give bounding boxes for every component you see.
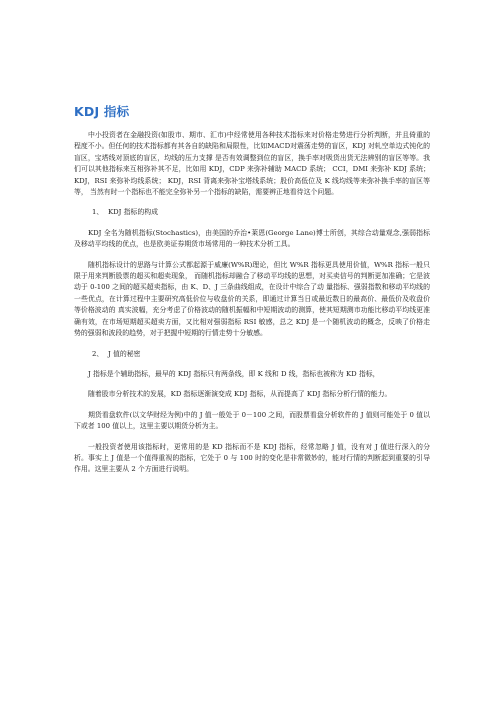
paragraph-design: 随机指标设计的思路与计算公式都起源于威廉(W%R)理论，但比 W%R 指标更具使用价值，W%R 指标一般只限于用来判断股票的超买和超卖现象， 而随机指标却融合了移动平均线的思想，对买卖信号的判断更加准确；它是波动于 0-100 之间的超买超卖指标，由 K、D、J 三条曲线组成，在设计中综合了动 量指标、强弱指数和移动平均线的一些优点，在计算过程中主要研究高低价位与收盘价的关系，即通过计算当日或最近数日的最高价、最低价及收盘价等价格波动的 真实波幅，充分考虑了价格波动的随机振幅和中短期波动的测算，使其短期测市功能比移动平均线更准确有效，在市场短期超买超卖方面，又比相对强弱指标 RSI 敏感，总之 KDJ 是一个随机波动的概念，反映了价格走势的强弱和波段的趋势，对于把握中短期的行情走势十分敏感。 xyxy=(74,260,430,338)
paragraph-j-range: 期货看盘软件(以文华财经为例)中的 J 值一般处于 0－100 之间，而股票看盘分析软件的 J 值则可能处于 0 值以下或者 100 值以上，这里主要以期货分析为主。 xyxy=(74,410,430,431)
section-title: KDJ 指标的构成 xyxy=(108,208,159,217)
document-page xyxy=(74,104,430,485)
page-title: KDJ 指标 xyxy=(74,104,130,119)
paragraph-j-importance: 一般投资者使用该指标时，更常用的是 KD 指标而不是 KDJ 指标，经常忽略 J 值，没有对 J 值进行深入的分析。事实上 J 值是一个值得重视的指标，它处于 0 与 100 时的变化是非常微妙的，能对行情的判断起到重要的引导作用。这里主要从 2 个方面进行说明。 xyxy=(74,442,430,474)
section-number: 2、 xyxy=(92,349,104,358)
paragraph-j-intro: J 指标是个辅助指标，最早的 KDJ 指标只有两条线，即 K 线和 D 线，指标也被称为 KD 指标， xyxy=(88,369,380,378)
section-heading-2 xyxy=(74,349,430,360)
section-number: 1、 xyxy=(92,208,104,217)
paragraph-definition: KDJ 全名为随机指标(Stochastics)，由美国的乔治•莱恩(George Lane)博士所创，其综合动量观念,强弱指标及移动平均线的优点，也是欧美证券期货市场常用的一种技术分析工具。 xyxy=(74,228,430,249)
paragraph-kdj-evolution: 随着股市分析技术的发展，KD 指标逐渐演变成 KDJ 指标，从而提高了 KDJ 指标分析行情的能力。 xyxy=(88,390,392,399)
section-title: J 值的秘密 xyxy=(108,349,141,358)
section-heading-1 xyxy=(74,207,430,218)
intro-paragraph: 中小投资者在金融投资(如股市、期市、汇市)中经常使用各种技术指标来对价格走势进行分析判断，并且倚重的程度不小。但任何的技术指标都有其各自的缺陷和局限性，比如MACD对震荡走势的盲区，KDJ 对轧空单边式钝化的盲区，宝塔线对顶底的盲区，均线的压力支撑 是否有效调整到位的盲区，换手率对吸货出货无法辨别的盲区等等。我们可以其他指标来互相弥补其不足，比如用 KDJ，CDP 来弥补辅助 MACD 系统； CCI，DMI 来弥补 KDJ 系统；KDJ，RSI 来弥补均线系统； KDJ，RSI 背离来弥补宝塔线系统；股价高低位及 K 线均线等来弥补换手率的盲区等等， 当然有时一个指标也不能完全弥补另一个指标的缺陷，需要辨正地看待这个问题。 xyxy=(74,131,430,197)
